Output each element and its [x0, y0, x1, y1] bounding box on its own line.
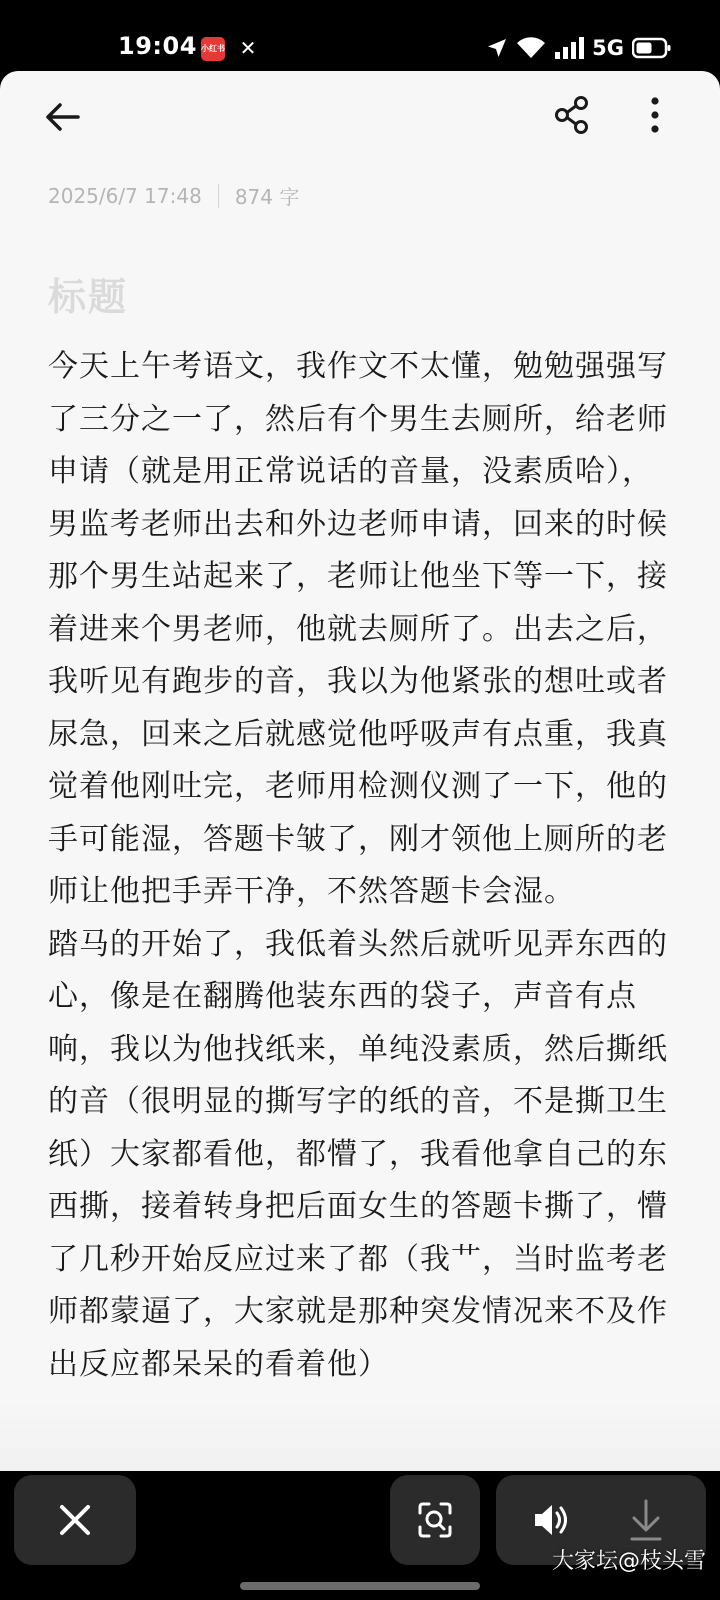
- note-body[interactable]: [48, 341, 668, 1391]
- download-icon[interactable]: [624, 1497, 668, 1543]
- bottom-fade: [0, 1401, 720, 1471]
- top-bar: [0, 71, 720, 161]
- close-icon: [14, 1475, 136, 1565]
- close-button[interactable]: [14, 1475, 136, 1565]
- home-indicator[interactable]: [240, 1582, 480, 1590]
- title-field[interactable]: 标题: [48, 275, 129, 319]
- signal-icon: [554, 36, 584, 60]
- note-date: 2025/6/7 17:48: [48, 183, 202, 208]
- word-count: 874 字: [234, 185, 300, 209]
- wifi-icon: [516, 36, 546, 60]
- network-type: 5G: [592, 36, 624, 60]
- notification-app-icon: ✕: [239, 36, 257, 60]
- volume-icon[interactable]: [530, 1499, 572, 1541]
- share-icon[interactable]: [552, 95, 592, 135]
- note-paragraph-2: 踏马的开始了，我低着头然后就听见弄东西的心，像是在翻腾他装东西的袋子，声音有点响，我以为他找纸来，单纯没素质，然后撕纸的音（很明显的撕写字的纸的音，不是撕卫生纸）大家都看他，都懵了，我看他拿自己的东西撕，接着转身把后面女生的答题卡撕了，懵了几秒开始反应过来了都（我艹，当时监考老师都蒙逼了，大家就是那种突发情况来不及作出反应都呆呆的看着他）: [48, 926, 668, 1382]
- location-icon: [486, 37, 508, 59]
- status-bar: [0, 0, 720, 72]
- watermark: 大家坛@枝头雪: [551, 1549, 706, 1574]
- bottom-control-bar: [0, 1471, 720, 1600]
- status-time: 19:04: [118, 32, 197, 60]
- status-indicators: [486, 34, 672, 62]
- note-meta: [48, 181, 299, 210]
- back-arrow-icon[interactable]: [40, 95, 84, 139]
- note-sheet: [0, 71, 720, 1471]
- more-vertical-icon[interactable]: [638, 95, 672, 135]
- meta-divider: [218, 184, 219, 208]
- xiaohongshu-app-icon: 小红书: [201, 37, 225, 61]
- note-paragraph-1: 今天上午考语文，我作文不太懂，勉勉强强写了三分之一了，然后有个男生去厕所，给老师申请（就是用正常说话的音量，没素质哈），男监考老师出去和外边老师申请，回来的时候那个男生站起来了，老师让他坐下等一下，接着进来个男老师，他就去厕所了。出去之后，我听见有跑步的音，我以为他紧张的想吐或者尿急，回来之后就感觉他呼吸声有点重，我真觉着他刚吐完，老师用检测仪测了一下，他的手可能湿，答题卡皱了，刚才领他上厕所的老师让他把手弄干净，不然答题卡会湿。: [48, 349, 668, 909]
- battery-icon: [632, 37, 672, 59]
- lens-search-icon: [390, 1475, 480, 1565]
- lens-search-button[interactable]: [390, 1475, 480, 1565]
